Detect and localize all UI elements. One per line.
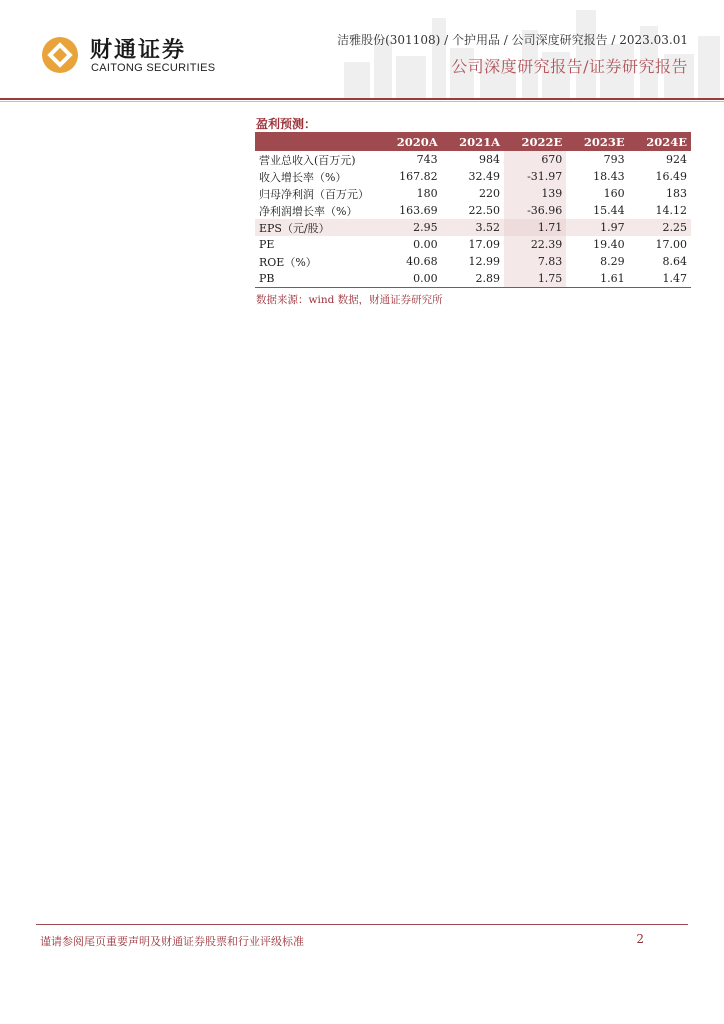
table-cell: 180 [416, 187, 438, 200]
row-label: PE [259, 238, 275, 251]
table-cell: 12.99 [468, 255, 500, 268]
forecast-section-title: 盈利预测： [256, 117, 317, 131]
table-cell: 19.40 [593, 238, 625, 251]
table-cell: 984 [479, 153, 500, 166]
page-number: 2 [636, 932, 644, 946]
column-header: 2023E [566, 132, 628, 151]
column-header: 2022E [504, 132, 566, 151]
page-header [0, 0, 724, 104]
table-cell: 220 [479, 187, 500, 200]
table-cell: 40.68 [406, 255, 438, 268]
table-cell: 15.44 [593, 204, 625, 217]
table-cell: 183 [666, 187, 687, 200]
footer-disclaimer: 谨请参阅尾页重要声明及财通证券股票和行业评级标准 [40, 935, 304, 948]
table-row [255, 151, 691, 168]
row-label: EPS（元/股） [255, 219, 379, 236]
table-cell: 16.49 [655, 170, 687, 183]
table-cell: 1.61 [566, 270, 628, 288]
table-row [255, 202, 691, 219]
table-cell: 14.12 [655, 204, 687, 217]
table-cell: 160 [603, 187, 625, 200]
table-cell: 18.43 [593, 170, 625, 183]
table-cell: 0.00 [379, 270, 441, 288]
caitong-logo-icon [40, 35, 80, 75]
table-cell: 793 [603, 153, 625, 166]
table-cell: 670 [504, 151, 566, 168]
table-row [255, 270, 691, 288]
row-label: 收入增长率（%） [259, 170, 347, 184]
table-row [255, 253, 691, 270]
table-cell: 7.83 [504, 253, 566, 270]
table-cell: 17.00 [655, 238, 687, 251]
logo-text-en: CAITONG SECURITIES [91, 62, 216, 74]
column-header: 2020A [379, 132, 441, 151]
footer-divider [36, 924, 688, 925]
table-cell: 22.39 [504, 236, 566, 253]
table-row [255, 236, 691, 253]
table-cell: 3.52 [442, 219, 504, 236]
table-cell: 167.82 [399, 170, 438, 183]
table-cell: 8.64 [662, 255, 687, 268]
header-divider-thin [0, 101, 724, 102]
table-row [255, 219, 691, 236]
report-meta-line: 洁雅股份(301108) / 个护用品 / 公司深度研究报告 / 2023.03.01 [337, 33, 688, 47]
table-cell: 2.25 [629, 219, 691, 236]
column-header: 2024E [629, 132, 691, 151]
row-label: PB [255, 270, 379, 288]
table-cell: 1.71 [504, 219, 566, 236]
row-label: ROE（%） [259, 255, 317, 269]
report-type-label: 公司深度研究报告/证券研究报告 [451, 57, 688, 76]
row-label: 净利润增长率（%） [259, 204, 358, 218]
forecast-table [255, 132, 691, 288]
table-cell: 1.97 [566, 219, 628, 236]
table-cell: 2.95 [379, 219, 441, 236]
data-source-note: 数据来源：wind 数据，财通证券研究所 [256, 294, 443, 306]
company-logo [40, 35, 215, 75]
column-header: 2021A [442, 132, 504, 151]
table-cell: 1.75 [504, 270, 566, 288]
table-cell: 2.89 [442, 270, 504, 288]
table-cell: 0.00 [413, 238, 438, 251]
row-label: 营业总收入(百万元) [259, 153, 356, 167]
table-cell: 17.09 [468, 238, 500, 251]
table-cell: 8.29 [600, 255, 625, 268]
table-cell: 32.49 [468, 170, 500, 183]
table-cell: 924 [666, 153, 687, 166]
table-cell: 139 [504, 185, 566, 202]
table-cell: -31.97 [504, 168, 566, 185]
header-divider [0, 98, 724, 100]
table-header-row [255, 132, 691, 151]
table-row [255, 185, 691, 202]
column-header [255, 132, 379, 151]
row-label: 归母净利润（百万元） [259, 187, 369, 201]
table-cell: -36.96 [504, 202, 566, 219]
table-cell: 743 [416, 153, 438, 166]
table-cell: 163.69 [399, 204, 438, 217]
table-cell: 22.50 [468, 204, 500, 217]
table-cell: 1.47 [629, 270, 691, 288]
skyline-decoration [324, 0, 724, 100]
table-row [255, 168, 691, 185]
logo-text-cn: 财通证券 [90, 38, 187, 63]
